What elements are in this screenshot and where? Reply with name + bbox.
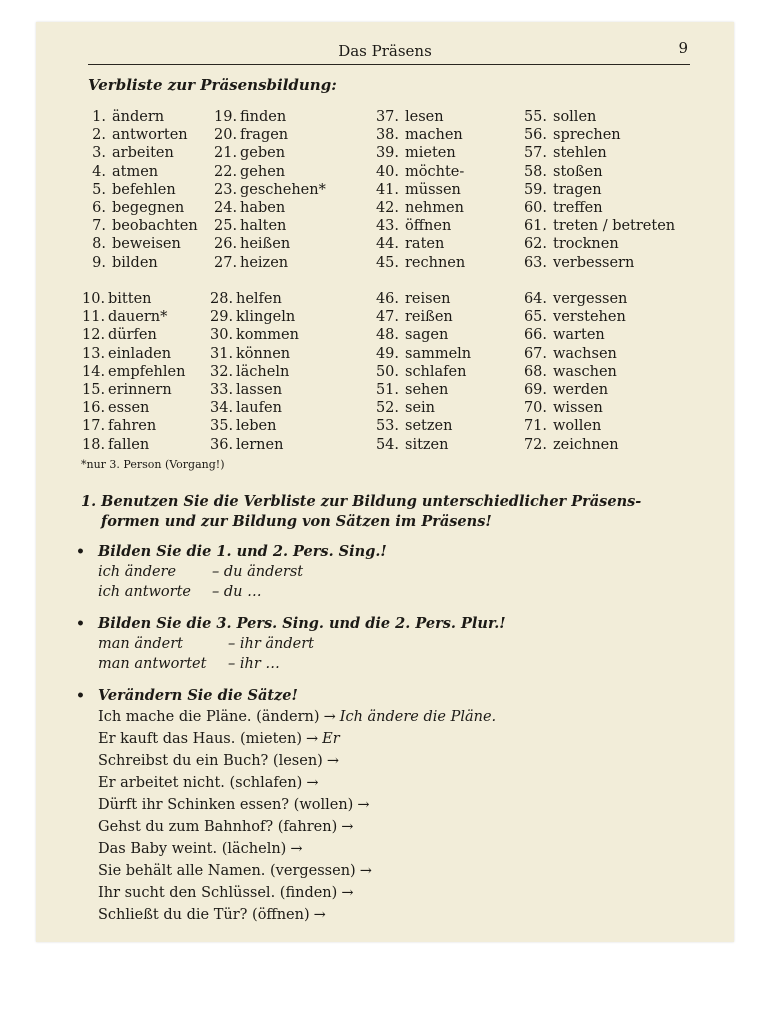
- verb-number: 24.: [214, 200, 238, 216]
- verb-text: wachsen: [553, 345, 617, 362]
- verb-item: [214, 163, 285, 181]
- task-heading: [76, 614, 696, 634]
- verb-number: 11.: [82, 309, 106, 326]
- verb-item: [373, 199, 464, 217]
- verb-text: stoßen: [553, 163, 603, 180]
- sentence-text: Gehst du zum Bahnhof? (fahren): [98, 819, 338, 835]
- verb-item: [373, 308, 453, 326]
- verb-text: halten: [240, 218, 287, 235]
- example-left: ich ändere: [98, 564, 177, 580]
- verb-item: [521, 199, 603, 217]
- verb-text: lächeln: [236, 363, 290, 380]
- verb-text: nehmen: [405, 200, 464, 216]
- sentence-text: Ich mache die Pläne. (ändern): [98, 709, 320, 725]
- exercise-title-line2: formen und zur Bildung von Sätzen im Präsens!: [101, 513, 492, 530]
- verb-text: lesen: [405, 109, 444, 125]
- verb-text: dauern*: [108, 309, 168, 326]
- verb-number: 53.: [375, 418, 399, 435]
- verb-text: empfehlen: [108, 363, 186, 380]
- verb-item: [521, 308, 626, 326]
- verb-number: 39.: [375, 145, 399, 162]
- verb-text: warten: [553, 327, 605, 344]
- verb-number: 54.: [375, 436, 399, 453]
- sentence-row: [76, 750, 696, 772]
- verb-text: geben: [240, 145, 286, 162]
- verb-text: fragen: [240, 127, 289, 144]
- verb-number: 60.: [523, 200, 547, 216]
- sentence-row: [76, 860, 696, 882]
- verb-item: [373, 108, 444, 126]
- verb-item: [214, 181, 326, 199]
- verb-item: [82, 399, 149, 417]
- verb-number: 71.: [523, 418, 547, 435]
- arrow-icon: →: [306, 731, 319, 747]
- header-rule: [88, 64, 690, 65]
- verb-text: möchte-: [405, 163, 465, 180]
- sentence-text: Ihr sucht den Schlüssel. (finden): [98, 885, 338, 901]
- verb-text: können: [236, 345, 291, 362]
- verb-number: 16.: [82, 400, 106, 417]
- verb-number: 51.: [375, 382, 399, 398]
- verb-number: 8.: [92, 236, 106, 253]
- verb-item: [521, 436, 619, 454]
- verb-number: 37.: [375, 109, 399, 125]
- verb-text: raten: [405, 236, 445, 253]
- verb-item: [214, 217, 286, 235]
- verb-text: lernen: [236, 436, 284, 453]
- verb-item: [521, 345, 617, 363]
- task-change-sentences: [76, 686, 696, 926]
- example-right: – ihr …: [228, 656, 280, 672]
- verb-number: 29.: [210, 309, 234, 326]
- verb-text: treffen: [553, 200, 603, 216]
- example-left: man antwortet: [98, 656, 207, 672]
- verb-text: finden: [240, 109, 287, 125]
- verb-text: heißen: [240, 236, 291, 253]
- verb-text: lassen: [236, 382, 283, 398]
- example-row: [76, 634, 696, 654]
- verb-number: 56.: [523, 127, 547, 144]
- verb-number: 21.: [214, 145, 238, 162]
- verb-text: laufen: [236, 400, 282, 417]
- verb-item: [82, 326, 157, 344]
- task-heading: [76, 542, 696, 562]
- verb-item: [373, 217, 451, 235]
- verb-text: haben: [240, 200, 286, 216]
- verb-text: fahren: [108, 418, 157, 435]
- verb-number: 31.: [210, 345, 234, 362]
- arrow-icon: →: [313, 907, 326, 923]
- verb-item: [86, 108, 164, 126]
- verb-list: [82, 108, 706, 468]
- sentence-text: Schließt du die Tür? (öffnen): [98, 907, 310, 923]
- verb-item: [86, 144, 174, 162]
- verb-item: [210, 308, 295, 326]
- verb-text: bilden: [112, 254, 158, 271]
- verb-number: 1.: [92, 109, 106, 125]
- verb-item: [82, 363, 185, 381]
- verb-item: [521, 108, 596, 126]
- verb-text: bitten: [108, 291, 152, 307]
- verb-item: [373, 417, 452, 435]
- example-row: [76, 562, 696, 582]
- verb-text: kommen: [236, 327, 299, 344]
- bullet: •: [76, 688, 85, 704]
- verb-number: 26.: [214, 236, 238, 253]
- verb-text: sein: [405, 400, 435, 417]
- verb-text: verstehen: [553, 309, 626, 326]
- verb-item: [86, 181, 176, 199]
- verb-text: wollen: [553, 418, 602, 435]
- verb-text: sollen: [553, 109, 597, 125]
- arrow-icon: →: [357, 797, 370, 813]
- verb-item: [521, 217, 675, 235]
- sentence-row: [76, 728, 696, 750]
- verb-item: [214, 199, 285, 217]
- verb-item: [82, 436, 149, 454]
- arrow-icon: →: [341, 885, 354, 901]
- verb-number: 23.: [214, 181, 238, 198]
- verb-item: [82, 345, 171, 363]
- verb-text: setzen: [405, 418, 453, 435]
- verb-number: 30.: [210, 327, 234, 344]
- verb-item: [373, 235, 444, 253]
- verb-number: 20.: [214, 127, 238, 144]
- verb-text: gehen: [240, 163, 286, 180]
- verb-number: 25.: [214, 218, 238, 235]
- arrow-icon: →: [326, 753, 339, 769]
- verb-item: [210, 326, 299, 344]
- verb-number: 48.: [375, 327, 399, 344]
- verb-item: [86, 217, 198, 235]
- task-first-second-person: [76, 542, 696, 602]
- verb-number: 67.: [523, 345, 547, 362]
- verb-item: [521, 417, 601, 435]
- verb-number: 14.: [82, 363, 106, 380]
- verb-item: [214, 254, 288, 272]
- verb-item: [521, 163, 603, 181]
- sentence-text: Das Baby weint. (lächeln): [98, 841, 287, 857]
- verb-item: [214, 235, 290, 253]
- verb-item: [86, 235, 181, 253]
- verb-text: müssen: [405, 181, 461, 198]
- verb-text: sammeln: [405, 345, 472, 362]
- task-heading-text: Bilden Sie die 3. Pers. Sing. und die 2. Pers. Plur.!: [98, 615, 506, 632]
- verb-item: [82, 290, 152, 308]
- verb-number: 4.: [92, 163, 106, 180]
- verb-text: beweisen: [112, 236, 181, 253]
- verb-number: 64.: [523, 291, 547, 307]
- verb-item: [373, 436, 448, 454]
- verb-number: 58.: [523, 163, 547, 180]
- verb-number: 2.: [92, 127, 106, 144]
- verb-text: reißen: [405, 309, 453, 326]
- verb-item: [210, 417, 276, 435]
- verb-text: waschen: [553, 363, 617, 380]
- verb-number: 65.: [523, 309, 547, 326]
- sentence-answer: Er: [322, 731, 340, 747]
- arrow-icon: →: [290, 841, 303, 857]
- verb-item: [210, 290, 282, 308]
- running-title: Das Präsens: [338, 42, 432, 60]
- verb-number: 27.: [214, 254, 238, 271]
- verb-text: ändern: [112, 109, 165, 125]
- verb-text: schlafen: [405, 363, 467, 380]
- sentence-row: [76, 904, 696, 926]
- exercise-title: [81, 492, 681, 532]
- sentence-text: Er arbeitet nicht. (schlafen): [98, 775, 303, 791]
- verb-text: sehen: [405, 382, 449, 398]
- verb-number: 61.: [523, 218, 547, 235]
- example-left: man ändert: [98, 636, 183, 652]
- verb-number: 18.: [82, 436, 106, 453]
- verb-number: 62.: [523, 236, 547, 253]
- arrow-icon: →: [341, 819, 354, 835]
- verb-text: trocknen: [553, 236, 619, 253]
- bullet: •: [76, 616, 85, 632]
- verb-item: [86, 254, 158, 272]
- verb-number: 10.: [82, 291, 106, 307]
- verb-number: 69.: [523, 382, 547, 398]
- verb-item: [86, 199, 184, 217]
- verb-text: essen: [108, 400, 150, 417]
- verb-text: werden: [553, 382, 609, 398]
- exercise-title-line1: 1. Benutzen Sie die Verbliste zur Bildung unterschiedlicher Präsens-: [81, 493, 642, 510]
- task-heading-text: Bilden Sie die 1. und 2. Pers. Sing.!: [98, 543, 387, 560]
- verb-text: helfen: [236, 291, 282, 307]
- verb-number: 46.: [375, 291, 399, 307]
- verb-number: 47.: [375, 309, 399, 326]
- verb-text: befehlen: [112, 181, 176, 198]
- example-right: – du …: [212, 584, 262, 600]
- verb-item: [373, 363, 466, 381]
- verb-item: [86, 163, 158, 181]
- verb-text: sprechen: [553, 127, 621, 144]
- verb-text: fallen: [108, 436, 150, 453]
- verb-number: 66.: [523, 327, 547, 344]
- verb-item: [373, 345, 471, 363]
- sentence-row: [76, 772, 696, 794]
- verb-number: 68.: [523, 363, 547, 380]
- verb-number: 36.: [210, 436, 234, 453]
- verb-number: 19.: [214, 109, 238, 125]
- verb-number: 7.: [92, 218, 106, 235]
- verb-number: 35.: [210, 418, 234, 435]
- sentence-text: Er kauft das Haus. (mieten): [98, 731, 302, 747]
- sentence-text: Sie behält alle Namen. (vergessen): [98, 863, 356, 879]
- verb-item: [373, 126, 463, 144]
- sentence-row: [76, 794, 696, 816]
- verb-number: 38.: [375, 127, 399, 144]
- example-row: [76, 582, 696, 602]
- verb-number: 34.: [210, 400, 234, 417]
- verb-item: [373, 326, 448, 344]
- sentence-row: [76, 882, 696, 904]
- verb-number: 44.: [375, 236, 399, 253]
- example-right: – du änderst: [212, 564, 304, 580]
- verb-item: [210, 436, 283, 454]
- task-heading-text: Verändern Sie die Sätze!: [98, 687, 298, 704]
- verb-text: zeichnen: [553, 436, 619, 453]
- verb-number: 72.: [523, 436, 547, 453]
- verb-number: 13.: [82, 345, 106, 362]
- verb-text: stehlen: [553, 145, 607, 162]
- verb-item: [373, 399, 435, 417]
- verb-item: [521, 381, 608, 399]
- verb-item: [521, 290, 627, 308]
- arrow-icon: →: [323, 709, 336, 725]
- verb-number: 22.: [214, 163, 238, 180]
- task-heading: [76, 686, 696, 706]
- verb-number: 9.: [92, 254, 106, 271]
- verb-number: 33.: [210, 382, 234, 398]
- arrow-icon: →: [306, 775, 319, 791]
- book-page: [36, 22, 734, 942]
- sentence-text: Schreibst du ein Buch? (lesen): [98, 753, 323, 769]
- verb-text: einladen: [108, 345, 172, 362]
- sentence-text: Dürft ihr Schinken essen? (wollen): [98, 797, 354, 813]
- verb-text: arbeiten: [112, 145, 174, 162]
- verb-item: [373, 290, 451, 308]
- verb-text: rechnen: [405, 254, 466, 271]
- verb-text: tragen: [553, 181, 602, 198]
- verb-number: 6.: [92, 200, 106, 216]
- verb-item: [373, 163, 464, 181]
- verb-number: 3.: [92, 145, 106, 162]
- verb-number: 49.: [375, 345, 399, 362]
- sentence-row: [76, 838, 696, 860]
- verb-text: antworten: [112, 127, 188, 144]
- verb-item: [86, 126, 188, 144]
- verb-text: beobachten: [112, 218, 198, 235]
- task-third-person: [76, 614, 696, 674]
- verb-text: klingeln: [236, 309, 296, 326]
- verb-number: 63.: [523, 254, 547, 271]
- bullet: •: [76, 544, 85, 560]
- verb-list-heading: Verbliste zur Präsensbildung:: [88, 76, 337, 94]
- verb-number: 43.: [375, 218, 399, 235]
- verb-item: [521, 399, 603, 417]
- page-number: 9: [678, 39, 688, 57]
- verb-item: [373, 381, 448, 399]
- verb-text: wissen: [553, 400, 603, 417]
- verb-text: treten / betreten: [553, 218, 676, 235]
- verb-item: [210, 345, 290, 363]
- verb-item: [373, 144, 456, 162]
- verb-item: [210, 363, 289, 381]
- sentence-row: [76, 816, 696, 838]
- verb-item: [521, 235, 619, 253]
- verb-item: [373, 181, 461, 199]
- verb-number: 15.: [82, 382, 106, 398]
- verb-text: sagen: [405, 327, 449, 344]
- verb-number: 45.: [375, 254, 399, 271]
- sentence-row: [76, 706, 696, 728]
- verb-number: 41.: [375, 181, 399, 198]
- arrow-icon: →: [359, 863, 372, 879]
- verb-number: 50.: [375, 363, 399, 380]
- verb-item: [210, 381, 282, 399]
- verb-item: [521, 254, 634, 272]
- verb-number: 17.: [82, 418, 106, 435]
- verb-text: sitzen: [405, 436, 449, 453]
- verb-item: [214, 108, 286, 126]
- verb-text: heizen: [240, 254, 289, 271]
- verb-text: geschehen*: [240, 181, 326, 198]
- verb-item: [521, 326, 605, 344]
- example-row: [76, 654, 696, 674]
- verb-text: öffnen: [405, 218, 452, 235]
- verb-text: dürfen: [108, 327, 157, 344]
- verb-text: leben: [236, 418, 277, 435]
- verb-item: [82, 381, 172, 399]
- verb-item: [82, 308, 167, 326]
- verb-number: 59.: [523, 181, 547, 198]
- verb-text: machen: [405, 127, 463, 144]
- verb-text: verbessern: [553, 254, 635, 271]
- verb-text: vergessen: [553, 291, 628, 307]
- verb-text: reisen: [405, 291, 451, 307]
- verb-item: [210, 399, 282, 417]
- example-right: – ihr ändert: [228, 636, 314, 652]
- verb-number: 40.: [375, 163, 399, 180]
- sentence-list: [76, 706, 696, 926]
- verb-number: 57.: [523, 145, 547, 162]
- verb-number: 42.: [375, 200, 399, 216]
- verb-number: 70.: [523, 400, 547, 417]
- sentence-answer: Ich ändere die Pläne.: [339, 709, 497, 725]
- verb-item: [521, 126, 621, 144]
- verb-number: 28.: [210, 291, 234, 307]
- verb-item: [214, 126, 288, 144]
- verb-item: [214, 144, 285, 162]
- footnote: *nur 3. Person (Vorgang!): [81, 458, 225, 471]
- verb-item: [373, 254, 465, 272]
- example-left: ich antworte: [98, 584, 191, 600]
- verb-number: 12.: [82, 327, 106, 344]
- verb-number: 5.: [92, 181, 106, 198]
- verb-item: [521, 363, 617, 381]
- verb-number: 52.: [375, 400, 399, 417]
- verb-text: mieten: [405, 145, 456, 162]
- verb-number: 32.: [210, 363, 234, 380]
- verb-text: erinnern: [108, 382, 172, 398]
- verb-number: 55.: [523, 109, 547, 125]
- verb-item: [521, 144, 607, 162]
- verb-item: [82, 417, 156, 435]
- verb-text: atmen: [112, 163, 159, 180]
- verb-text: begegnen: [112, 200, 185, 216]
- verb-item: [521, 181, 602, 199]
